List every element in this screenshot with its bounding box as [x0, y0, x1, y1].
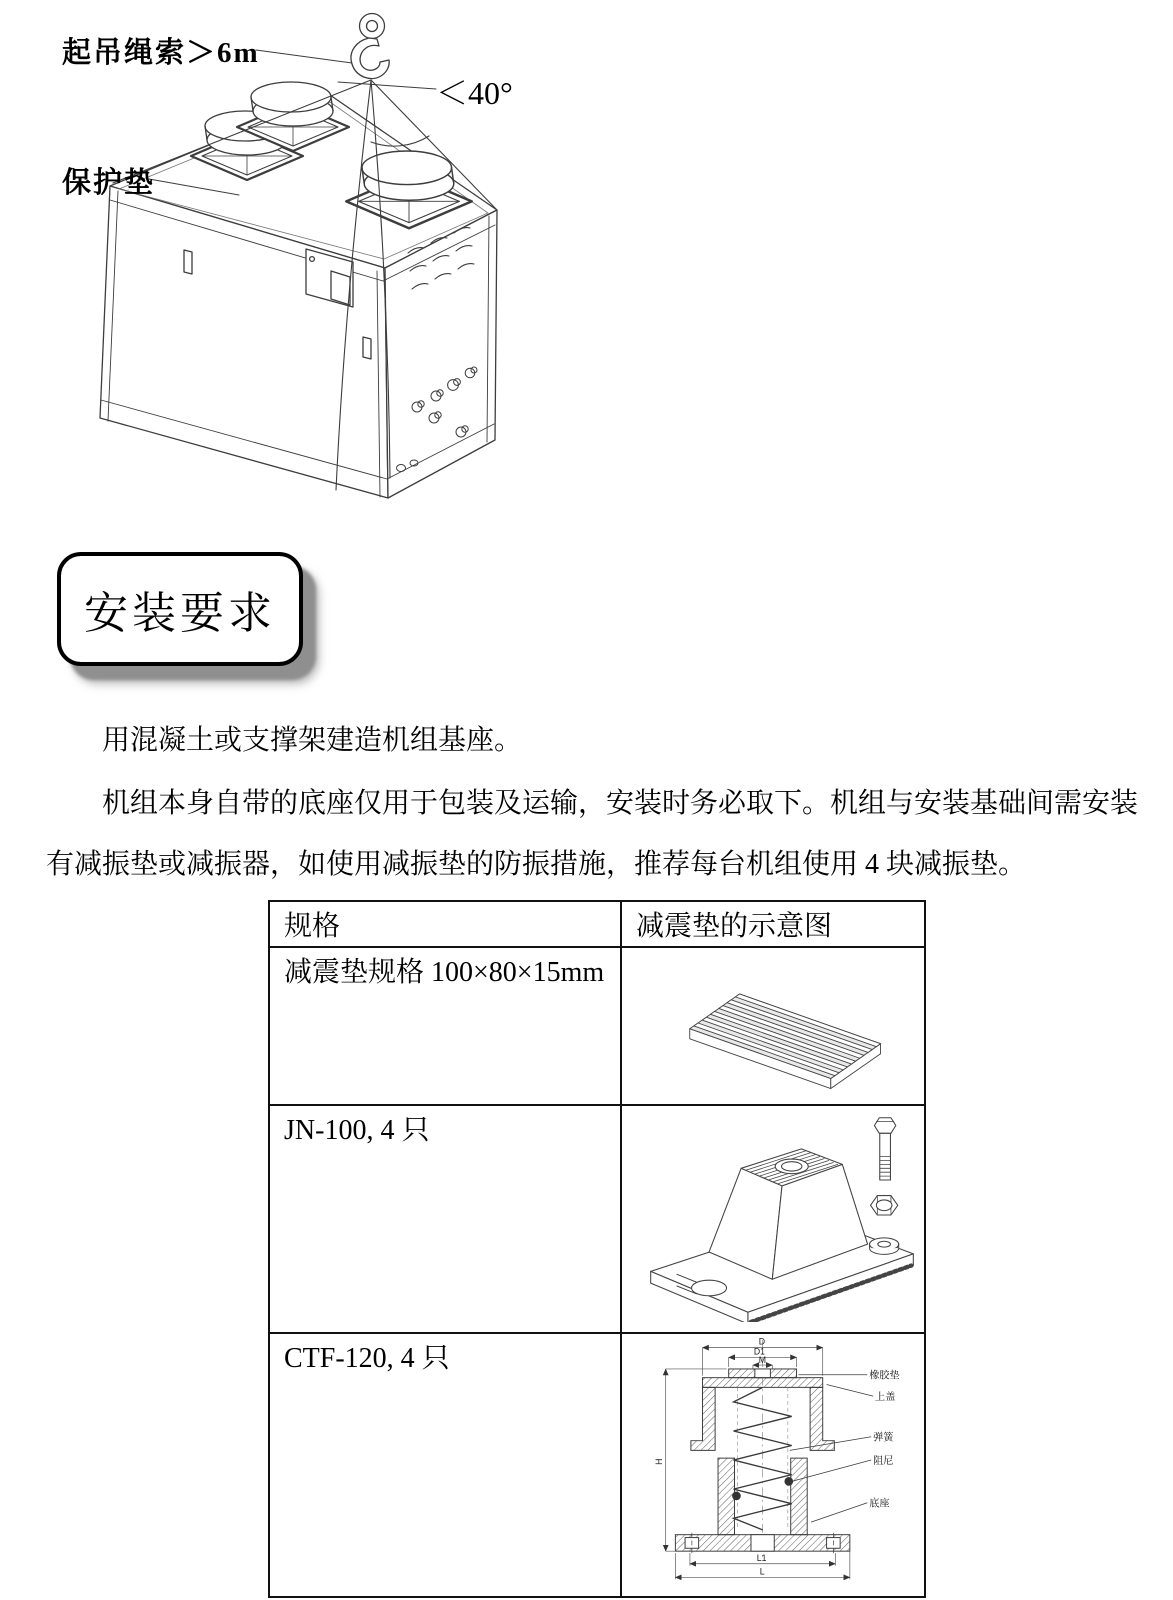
bolt-drawing — [874, 1118, 895, 1180]
header-spec: 规格 — [269, 901, 621, 947]
illustration-cell — [621, 1105, 925, 1333]
lifting-rope-label: 起吊绳索＞6m — [62, 37, 260, 69]
lifting-hook — [351, 14, 389, 79]
part-label-top-cover: 上盖 — [875, 1391, 896, 1403]
part-label-base: 底座 — [869, 1498, 890, 1510]
dim-label-l: L — [759, 1566, 765, 1577]
spring-damper-cross-section — [636, 1336, 928, 1588]
paragraph-damper: 机组本身自带的底座仅用于包装及运输，安装时务必取下。机组与安装基础间需安装有减振垫或减振器，如使用减振垫的防振措施，推荐每台机组使用 4 块减振垫。 — [46, 788, 1139, 880]
section-banner — [57, 552, 303, 666]
angle-label: ＜40° — [436, 75, 513, 111]
nut-drawing — [871, 1196, 898, 1215]
spec-cell: JN-100, 4 只 — [269, 1105, 621, 1333]
table-row — [269, 947, 925, 1105]
dim-label-l1: L1 — [756, 1552, 767, 1563]
spec-cell: CTF-120, 4 只 — [269, 1333, 621, 1597]
table-row — [269, 1333, 925, 1597]
rubber-mount-drawing — [636, 1108, 928, 1322]
dim-label-d1: D1 — [753, 1346, 766, 1357]
dim-label-m: M — [758, 1355, 767, 1366]
part-label-damper: 阻尼 — [873, 1455, 894, 1467]
table-header-row — [269, 901, 925, 947]
washer-drawing — [870, 1238, 899, 1255]
header-illustration: 减震垫的示意图 — [621, 901, 925, 947]
damper-table — [268, 900, 926, 1598]
illustration-cell — [621, 1333, 925, 1597]
damper-dot — [733, 1492, 741, 1500]
body-text — [46, 710, 1142, 895]
protection-pad-label: 保护垫 — [62, 167, 156, 199]
dim-label-d: D — [758, 1336, 766, 1347]
spec-cell: 减震垫规格 100×80×15mm — [269, 947, 621, 1105]
ribbed-rubber-pad-drawing — [636, 950, 926, 1096]
damper-dot — [785, 1478, 793, 1486]
paragraph-base: 用混凝土或支撑架建造机组基座。 — [102, 725, 523, 756]
part-label-spring: 弹簧 — [873, 1432, 894, 1444]
table-row — [269, 1105, 925, 1333]
lifting-diagram-section — [0, 0, 600, 560]
illustration-cell — [621, 947, 925, 1105]
section-banner-title: 安装要求 — [84, 589, 276, 638]
part-label-rubber-pad: 橡胶垫 — [869, 1370, 900, 1382]
dim-label-h: H — [653, 1458, 664, 1465]
